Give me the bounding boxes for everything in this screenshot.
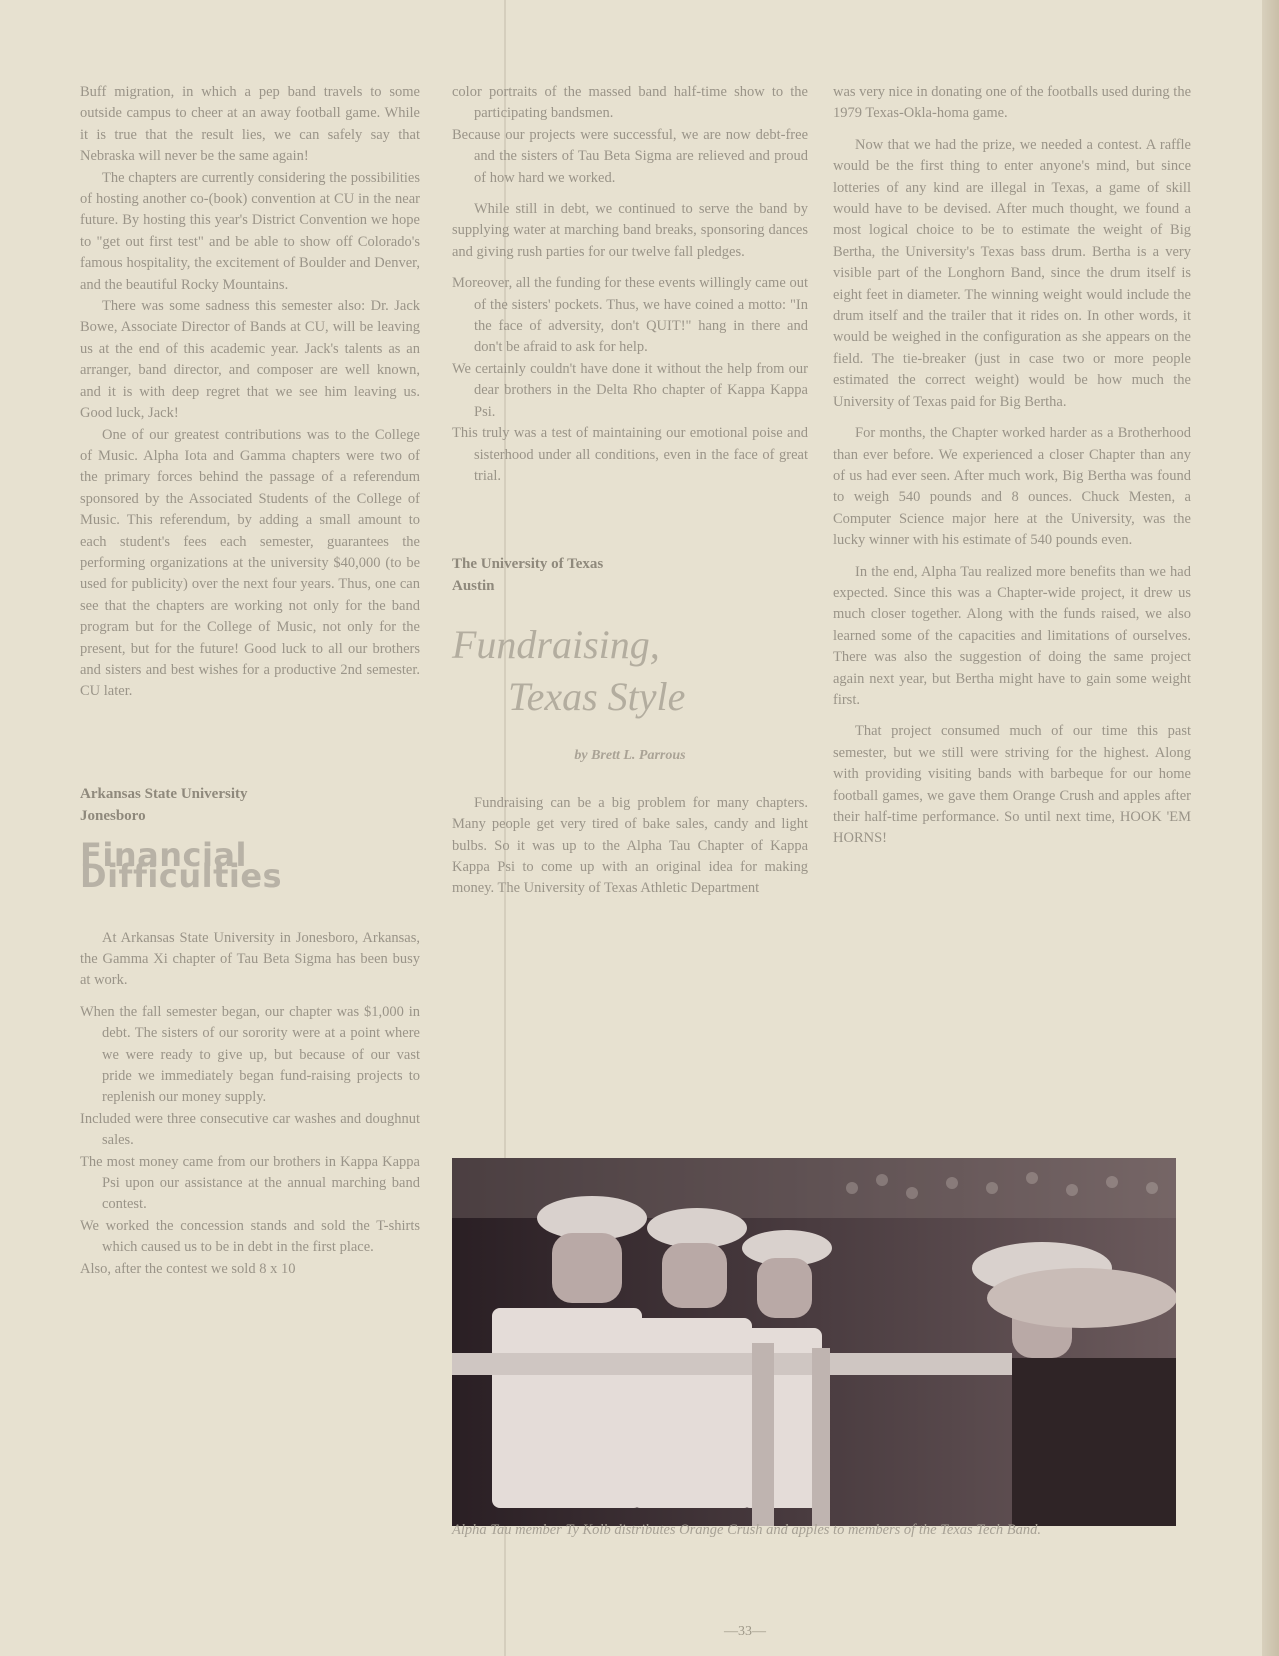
paragraph: The chapters are currently considering the possibilities of hosting another co-(book) convention at CU in the near future. By hosting this year's District Convention we hope to "get out first test" and be able to show off Colorado's famous hospitality, the excitement of Boulder and Denver, and the beautiful Rocky Mountains. <box>80 169 420 293</box>
heading-line: Texas Style <box>508 674 686 720</box>
paragraph: color portraits of the massed band half-time show to the participating bandsmen. <box>452 84 808 122</box>
heading-line: Fundraising, <box>452 622 660 668</box>
page-number: —33— <box>724 1624 766 1639</box>
paragraph: This truly was a test of maintaining our emotional poise and sisterhood under all conditions, even in the face of great trial. <box>452 425 808 484</box>
paragraph: Included were three consecutive car washes and doughnut sales. <box>80 1110 420 1149</box>
institution-name: Arkansas State University <box>80 785 248 802</box>
band-photo-icon <box>452 1158 1176 1526</box>
article-heading <box>452 619 808 723</box>
paragraph: There was some sadness this semester also: Dr. Jack Bowe, Associate Director of Bands at CU, will be leaving us at the end of this academic year. Jack's talents as an arranger, band director, and composer are well known, and it is with deep regret that we see him leaving us. Good luck, Jack! <box>80 298 420 422</box>
page-edge <box>1262 0 1279 1656</box>
article-heading: Financial Difficulties <box>80 835 283 896</box>
paragraph: Also, after the contest we sold 8 x 10 <box>80 1260 296 1277</box>
paragraph: Fundraising can be a big problem for many chapters. Many people get very tired of bake sales, candy and light bulbs. So it was up to the Alpha Tau Chapter of Kappa Kappa Psi to come up with an original idea for making money. The University of Texas Athletic Department <box>452 794 808 897</box>
paragraph: One of our greatest contributions was to the College of Music. Alpha Iota and Gamma chapters were two of the primary forces behind the passage of a referendum sponsored by the Associated Students of the College of Music. This referendum, by adding a small amount to each student's fees each semester, guarantees the performing organizations at the university $40,000 (to be used for publicity) over the next four years. Thus, one can see that the chapters are working not only for the band program but for the College of Music, not only for the present, but for the future! Good luck to all our brothers and sisters and best wishes for a productive 2nd semester. CU later. <box>80 426 420 700</box>
paragraph: We certainly couldn't have done it without the help from our dear brothers in the Delta Rho chapter of Kappa Kappa Psi. <box>452 360 808 420</box>
institution-name: The University of Texas <box>452 556 604 573</box>
paragraph: Moreover, all the funding for these events willingly came out of the sisters' pockets. Thus, we have coined a motto: "In the face of adversity, don't QUIT!" hang in there and don't be afraid to ask for help. <box>452 275 808 356</box>
byline: by Brett L. Parrous <box>574 748 686 764</box>
institution-city: Jonesboro <box>80 807 146 824</box>
paragraph: While still in debt, we continued to serve the band by supplying water at marching band breaks, sponsoring dances and giving rush parties for our twelve fall pledges. <box>452 201 808 260</box>
paragraph: The most money came from our brothers in Kappa Kappa Psi upon our assistance at the annual marching band contest. <box>80 1153 420 1213</box>
paragraph: Buff migration, in which a pep band travels to some outside campus to cheer at an away football game. While it is true that the result lies, we can safely say that Nebraska will never be the same again! <box>80 84 420 165</box>
paragraph: For months, the Chapter worked harder as a Brotherhood than ever before. We experienced a closer Chapter than any of us had ever seen. After much work, Big Bertha was found to weigh 540 pounds and 8 ounces. Chuck Mesten, a Computer Science major here at the University, was the lucky winner with his estimate of 540 pounds even. <box>833 425 1191 549</box>
paragraph: Because our projects were successful, we are now debt-free and the sisters of Tau Beta Sigma are relieved and proud of how hard we worked. <box>452 126 808 186</box>
middle-column <box>452 82 808 900</box>
paragraph: At Arkansas State University in Jonesboro, Arkansas, the Gamma Xi chapter of Tau Beta Sigma has been busy at work. <box>80 929 420 989</box>
institution-city: Austin <box>452 578 495 595</box>
photo-caption: Alpha Tau member Ty Kolb distributes Orange Crush and apples to members of the Texas Tech Band. <box>452 1522 1041 1538</box>
paragraph: In the end, Alpha Tau realized more benefits than we had expected. Since this was a Chapter-wide project, it drew us much closer together. Along with the funds raised, we also learned some of the capacities and limitations of ourselves. There was also the suggestion of doing the same project again next year, but Bertha might have to gain some weight first. <box>833 563 1191 708</box>
right-column <box>833 82 1191 850</box>
paragraph: That project consumed much of our time this past semester, but we still were striving for the highest. Along with providing visiting bands with barbeque for our home football games, we gave them Orange Crush and apples after their half-time performance. So until next time, HOOK 'EM HORNS! <box>833 723 1191 847</box>
paragraph: When the fall semester began, our chapter was $1,000 in debt. The sisters of our sorority were at a point where we were ready to give up, but because of our vast pride we immediately began fund-raising projects to replenish our money supply. <box>80 1003 420 1106</box>
paragraph: We worked the concession stands and sold the T-shirts which caused us to be in debt in the first place. <box>80 1217 420 1256</box>
paragraph: Now that we had the prize, we needed a contest. A raffle would be the first thing to enter anyone's mind, but since lotteries of any kind are illegal in Texas, a game of skill would have to be devised. After much thought, we found a most logical choice to be to estimate the weight of Big Bertha, the University's Texas bass drum. Bertha is a very visible part of the Longhorn Band, since the drum itself is eight feet in diameter. The winning weight would include the drum itself and the trailer that it rides on. In other words, it would be weighed in the configuration as she appears on the field. The tie-breaker (just in case two or more people estimated the correct weight) would be how much the University of Texas paid for Big Bertha. <box>833 136 1191 410</box>
paragraph: was very nice in donating one of the footballs used during the 1979 Texas-Okla-homa game. <box>833 84 1191 122</box>
left-column <box>80 82 420 1280</box>
